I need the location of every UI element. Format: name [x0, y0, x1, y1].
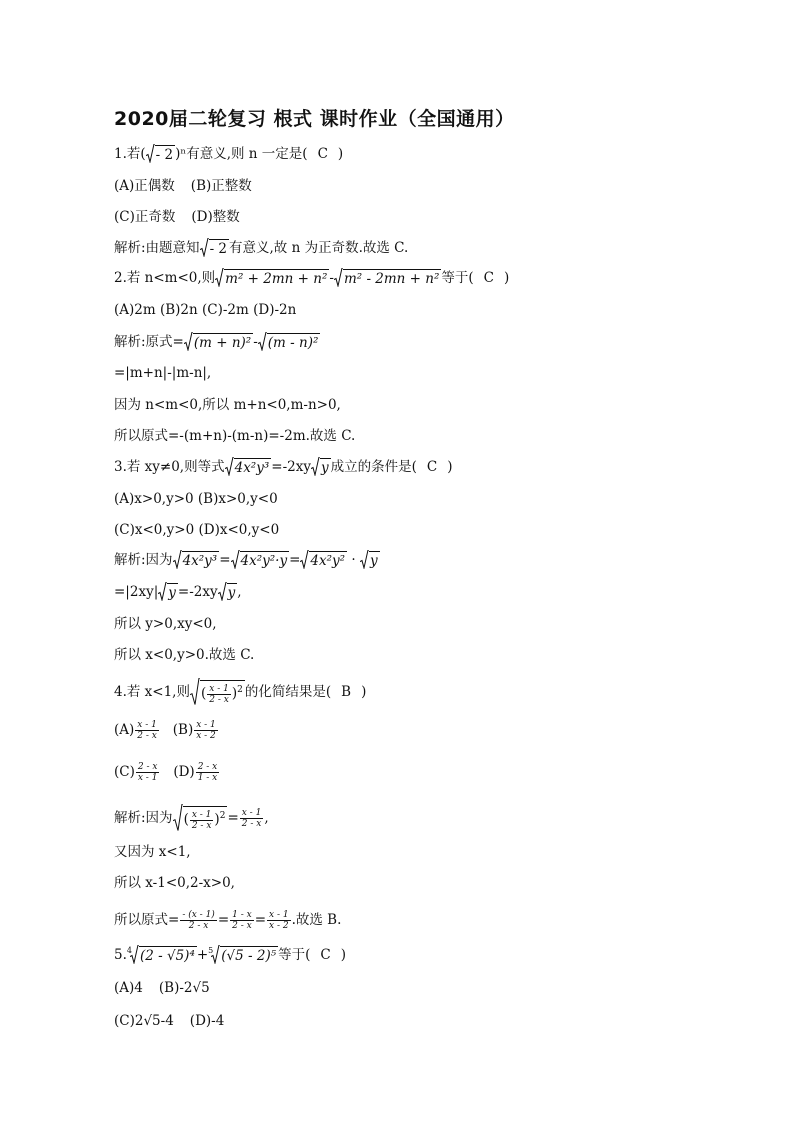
- radical: m² + 2mn + n²: [215, 269, 329, 288]
- q3-options-row2: (C)x<0,y>0 (D)x<0,y<0: [114, 522, 280, 538]
- q2-solution-2: =|m+n|-|m-n|,: [114, 365, 212, 381]
- q2-solution-1: 解析:原式= (m + n)² - (m - n)²: [114, 334, 319, 351]
- radical: 4x²y³: [173, 551, 220, 570]
- radical: y: [158, 583, 178, 602]
- q3-stem: 3.若 xy≠0,则等式 4x²y³ =-2xy y 成立的条件是( C ): [114, 459, 453, 476]
- radical: 4x²y²: [300, 551, 347, 570]
- radical: - 2: [146, 145, 175, 164]
- radical: - 2: [200, 239, 229, 258]
- radical: y: [218, 583, 238, 602]
- q3-solution-2: =|2xy| y =-2xy y ,: [114, 584, 242, 601]
- radical: m² - 2mn + n²: [334, 269, 441, 288]
- answer: C: [483, 270, 495, 286]
- q4-options-row1: (A) $\frac{x - 1}{2 - x}$ (B) $\frac{x - 1}{x - 2}$: [114, 720, 216, 741]
- answer: C: [317, 146, 328, 162]
- answer: B: [341, 683, 352, 700]
- q4-solution-4: 所以原式= $\frac{- (x - 1)}{2 - x}$ = $\frac{1 - x}{2 - x}$ = $\frac{x - 1}{x - 2}$ .故选 B.: [114, 910, 342, 931]
- q5-options-row2: (C)2√5-4 (D)-4: [114, 1013, 225, 1029]
- q3-options-row1: (A)x>0,y>0 (B)x>0,y<0: [114, 491, 278, 507]
- page-title: 2020届二轮复习 根式 课时作业（全国通用）: [114, 108, 515, 130]
- q4-solution-2: 又因为 x<1,: [114, 844, 191, 860]
- q2-options: (A)2m (B)2n (C)-2m (D)-2n: [114, 302, 297, 318]
- radical: (√5 - 2)⁵: [211, 946, 278, 965]
- radical: 4x²y²·y: [231, 551, 290, 570]
- answer: C: [426, 459, 438, 475]
- q5-options-row1: (A)4 (B)-2√5: [114, 980, 210, 996]
- q4-solution-1: 解析:因为 ( $\frac{x - 1}{2 - x}$ )$^2$ = $\frac{x - 1}{2 - x}$ ,: [114, 806, 269, 831]
- radical: y: [360, 551, 380, 570]
- q5-stem: 5.$^4$ (2 - √5)⁴ +$^5$ (√5 - 2)⁵ 等于( C ): [114, 946, 347, 964]
- answer: C: [320, 947, 331, 963]
- radical: (2 - √5)⁴: [130, 946, 197, 965]
- q2-stem: 2.若 n<m<0,则 m² + 2mn + n² - m² - 2mn + n² 等于( C ): [114, 270, 510, 287]
- radical: 4x²y³: [225, 458, 272, 477]
- q4-options-row2: (C) $\frac{2 - x}{x - 1}$ (D) $\frac{2 - x}{1 - x}$: [114, 762, 218, 783]
- q4-solution-3: 所以 x-1<0,2-x>0,: [114, 875, 235, 891]
- radical: ( $\frac{x - 1}{2 - x}$ )$^2$: [173, 806, 228, 831]
- radical: ( $\frac{x - 1}{2 - x}$ )$^2$: [190, 680, 245, 705]
- q1-solution: 解析:由题意知 - 2 有意义,故 n 为正奇数.故选 C.: [114, 240, 409, 257]
- q3-solution-3: 所以 y>0,xy<0,: [114, 616, 217, 632]
- q1-options-row2: (C)正奇数 (D)整数: [114, 209, 240, 225]
- q3-solution-1: 解析:因为 4x²y³ = 4x²y²·y = 4x²y² · y: [114, 552, 378, 569]
- radical: y: [311, 458, 331, 477]
- radical: (m - n)²: [258, 333, 321, 352]
- q2-solution-4: 所以原式=-(m+n)-(m-n)=-2m.故选 C.: [114, 428, 356, 444]
- q1-stem: 1.若( - 2 )ⁿ有意义,则 n 一定是( C ): [114, 146, 344, 163]
- radical: (m + n)²: [184, 333, 253, 352]
- q2-solution-3: 因为 n<m<0,所以 m+n<0,m-n>0,: [114, 397, 341, 413]
- q1-options-row1: (A)正偶数 (B)正整数: [114, 178, 252, 194]
- q4-stem: 4.若 x<1,则 ( $\frac{x - 1}{2 - x}$ )$^2$ 的化简结果是( B ): [114, 680, 366, 705]
- q3-solution-4: 所以 x<0,y>0.故选 C.: [114, 647, 255, 663]
